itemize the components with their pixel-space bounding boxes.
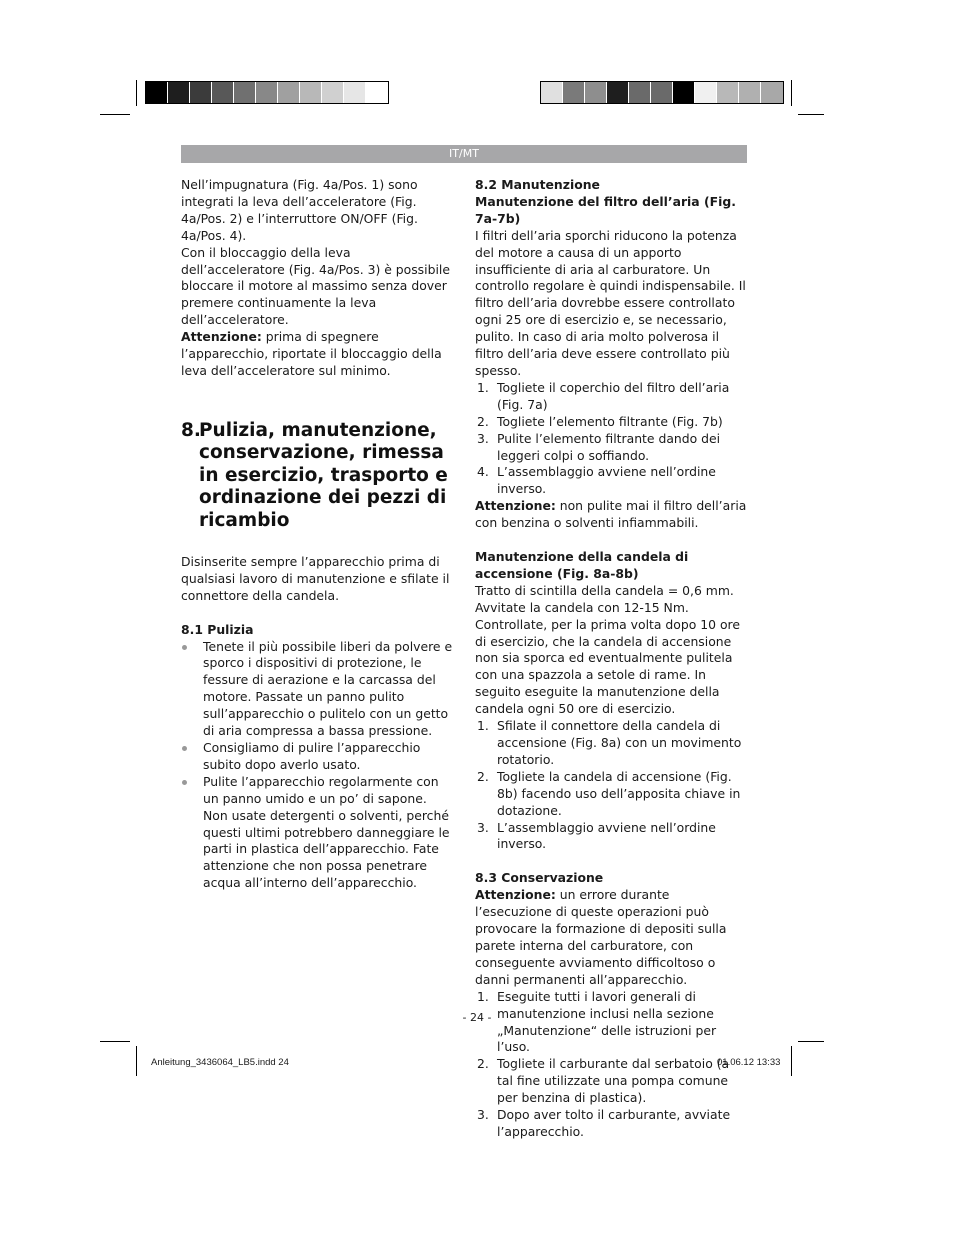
color-swatch — [585, 82, 607, 103]
color-swatch — [541, 82, 563, 103]
spark-plug-steps — [475, 718, 747, 853]
attention-label: Attenzione: — [475, 887, 556, 903]
list-item: 3. L’assemblaggio avviene nell’ordine inverso. — [477, 819, 716, 852]
color-swatch — [234, 82, 256, 103]
section-heading-8-3: 8.3 Conservazione — [475, 870, 604, 886]
chapter-title: Pulizia, manutenzione, conservazione, rimessa in esercizio, trasporto e ordinazione dei pezzi di ricambio — [199, 419, 448, 531]
color-swatch — [366, 82, 388, 103]
air-filter-text: I filtri dell’aria sporchi riducono la potenza del motore a causa di un apporto insufficiente di aria al carburatore. Un controllo regolare è quindi indispensabile. Il filtro dell’aria dovrebbe essere controllato ogni 25 ore di esercizio e, se necessario, pulito. In caso di aria molto polverosa il filtro dell’aria deve essere controllato più spesso. — [475, 227, 746, 378]
list-item: 2. Togliete l’elemento filtrante (Fig. 7b) — [477, 413, 723, 429]
bullet-icon — [182, 645, 187, 650]
attention-note — [181, 329, 453, 380]
color-swatch — [607, 82, 629, 103]
chapter-intro: Disinserite sempre l’apparecchio prima di qualsiasi lavoro di manutenzione e sfilate il connettore della candela. — [181, 553, 450, 603]
color-swatch — [168, 82, 190, 103]
color-swatch — [278, 82, 300, 103]
color-swatch — [256, 82, 278, 103]
page-number: - 24 - — [462, 1011, 492, 1024]
color-swatch — [695, 82, 717, 103]
section-heading-8-2: 8.2 Manutenzione — [475, 177, 600, 192]
chapter-number: 8. — [181, 419, 201, 441]
list-item: 4. L’assemblaggio avviene nell’ordine inverso. — [477, 464, 716, 497]
cleaning-list — [181, 639, 453, 893]
list-item: Tenete il più possibile liberi da polvere e sporco i dispositivi di protezione, le fessure di aerazione e la carcassa del motore. Passate un panno pulito sull’apparecchio o pulitelo con un getto di aria compressa a bassa pressione. — [181, 639, 453, 740]
attention-text: prima di spegnere l’apparecchio, riportate il bloccaggio della leva dell’acceleratore sul minimo. — [181, 329, 442, 378]
color-swatch — [344, 82, 366, 103]
attention-label: Attenzione: — [475, 498, 556, 514]
subsection-heading-spark-plug: Manutenzione della candela di accensione (Fig. 8a-8b) — [475, 549, 689, 581]
list-item: Pulite l’apparecchio regolarmente con un panno umido e un po’ di sapone. Non usate detergenti o solventi, perché questi ultimi potrebbero danneggiare le parti in plastica dell’apparecchio. Fate attenzione che non possa penetrare acqua all’interno dell’apparecchio. — [181, 774, 453, 892]
right-column — [475, 177, 747, 1141]
intro-paragraph: Nell’impugnatura (Fig. 4a/Pos. 1) sono integrati la leva dell’acceleratore (Fig. 4a/Pos. 2) e l’interruttore ON/OFF (Fig. 4a/Pos. 4). — [181, 177, 418, 243]
list-item: Consigliamo di pulire l’apparecchio subito dopo averlo usato. — [181, 740, 453, 774]
color-swatch — [739, 82, 761, 103]
attention-note: Attenzione: un errore durante l’esecuzione di queste operazioni può provocare la formazione di depositi sulla parete interna del carburatore, con conseguente avviamento difficoltoso o danni permanenti all’apparecchio. — [475, 887, 727, 987]
footer-date: 01.06.12 13:33 — [717, 1057, 781, 1068]
subsection-heading-air-filter: Manutenzione del filtro dell’aria (Fig. 7a-7b) — [475, 193, 736, 226]
air-filter-steps — [475, 380, 747, 498]
color-strip-left — [145, 81, 389, 104]
list-item: 3. Dopo aver tolto il carburante, avviate l’apparecchio. — [477, 1107, 731, 1139]
color-strip-right — [540, 81, 784, 104]
attention-label: Attenzione: — [181, 329, 262, 345]
color-swatch — [563, 82, 585, 103]
color-swatch — [322, 82, 344, 103]
footer-file: Anleitung_3436064_LB5.indd 24 — [151, 1057, 289, 1068]
color-swatch — [717, 82, 739, 103]
left-column — [181, 177, 453, 892]
bullet-icon — [182, 746, 187, 751]
chapter-heading — [181, 420, 453, 532]
attention-note: Attenzione: non pulite mai il filtro dell’aria con benzina o solventi infiammabili. — [475, 498, 747, 531]
color-swatch — [190, 82, 212, 103]
section-heading-8-1: 8.1 Pulizia — [181, 621, 254, 637]
color-swatch — [146, 82, 168, 103]
color-swatch — [212, 82, 234, 103]
color-swatch — [629, 82, 651, 103]
list-item: 1. Togliete il coperchio del filtro dell’aria (Fig. 7a) — [477, 379, 730, 412]
bullet-icon — [182, 780, 187, 785]
color-swatch — [651, 82, 673, 103]
list-item: 3. Pulite l’elemento filtrante dando dei leggeri colpi o soffiando. — [477, 430, 721, 463]
list-item: 1. Eseguite tutti i lavori generali di manutenzione inclusi nella sezione „Manutenzione“ delle istruzioni per l’uso. — [477, 988, 717, 1055]
list-item: 2. Togliete il carburante dal serbatoio (a tal fine utilizzate una pompa comune per benzina di plastica). — [477, 1056, 730, 1106]
list-item: 2. Togliete la candela di accensione (Fig. 8b) facendo uso dell’apposita chiave in dotazione. — [477, 768, 741, 818]
color-swatch — [300, 82, 322, 103]
intro-paragraph: Con il bloccaggio della leva dell’acceleratore (Fig. 4a/Pos. 3) è possibile bloccare il motore al massimo senza dover premere continuamente la leva dell’acceleratore. — [181, 244, 450, 328]
language-header: IT/MT — [181, 145, 747, 163]
spark-plug-text: Tratto di scintilla della candela = 0,6 mm. Avvitate la candela con 12-15 Nm. Controllate, per la prima volta dopo 10 ore di esercizio, che la candela di accensione non sia sporca ed eventualmente pulitela con una spazzola a setole di rame. In seguito eseguite la manutenzione della candela ogni 50 ore di esercizio. — [475, 582, 740, 717]
list-item: 1. Sfilate il connettore della candela di accensione (Fig. 8a) con un movimento rotatorio. — [477, 718, 742, 767]
color-swatch — [761, 82, 783, 103]
color-swatch — [673, 82, 695, 103]
